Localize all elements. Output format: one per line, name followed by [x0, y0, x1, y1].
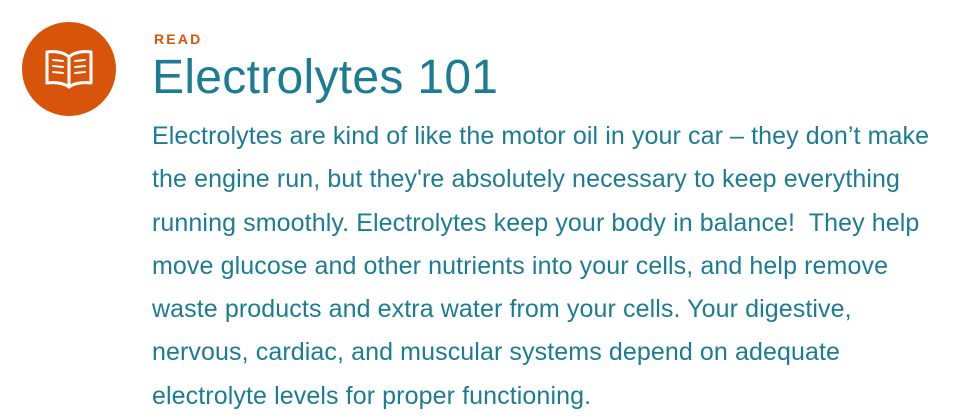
card-body-text: Electrolytes are kind of like the motor oil in your car – they don’t make the engine run, but they're absolutely necessary to keep everything running smoothly. Electrolytes keep your body in balance! They help move glucose and other nutrients into your cells, and help remove waste products and extra water from your cells. Your digestive, nervous, cardiac, and muscular systems depend on adequate electrolyte levels for proper functioning.	[152, 122, 937, 410]
card-eyebrow: READ	[154, 31, 203, 47]
card-content	[116, 14, 954, 418]
page-title: Electrolytes 101	[152, 51, 499, 105]
read-badge	[22, 22, 116, 116]
open-book-icon	[42, 47, 96, 91]
